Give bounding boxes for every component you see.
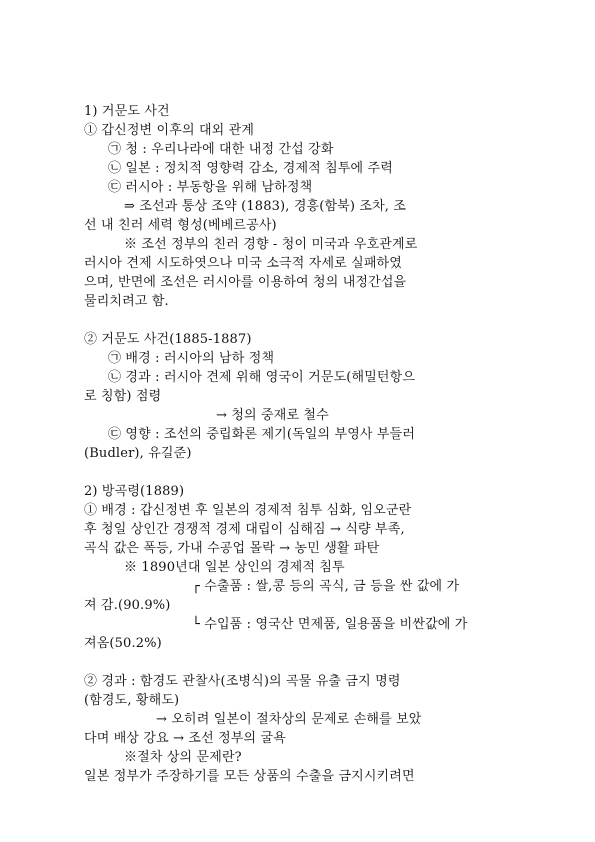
spacer: [84, 463, 514, 482]
paragraph-line: 일본 정부가 주장하기를 모든 상품의 수출을 금지시키려면: [84, 769, 415, 784]
arrow-line: → 오히려 일본이 절차상의 문제로 손해를 보았: [156, 712, 422, 727]
arrow-line: ⇒ 조선과 통상 조약 (1883), 경흥(함북) 조차, 조: [124, 199, 407, 214]
paragraph-line: (함경도, 황해도): [84, 693, 180, 708]
spacer: [84, 311, 514, 330]
list-item-russia: ㉢ 러시아 : 부동항을 위해 남하정책: [108, 180, 313, 195]
export-line: ┌ 수출품 : 쌀,콩 등의 곡식, 금 등을 싼 값에 가: [192, 579, 460, 594]
note-line: 물리치려고 함.: [84, 294, 169, 309]
paragraph-line: ① 배경 : 갑신정변 후 일본의 경제적 침투 심화, 임오군란: [84, 503, 412, 518]
spacer: [84, 653, 514, 672]
subheading-foreign-relations: ① 갑신정변 이후의 대외 관계: [84, 123, 255, 138]
import-line: └ 수입품 : 영국산 면제품, 일용품을 비싼값에 가: [192, 617, 468, 632]
list-item-progress-continued: 로 칭함) 점령: [84, 389, 162, 404]
arrow-line-continued: 선 내 친러 세력 형성(베베르공사): [84, 218, 277, 233]
arrow-line-continued: 다며 배상 강요 → 조선 정부의 굴욕: [84, 731, 286, 746]
section-title-banggokryeong: 2) 방곡령(1889): [84, 484, 185, 499]
import-line-continued: 져옴(50.2%): [84, 636, 162, 651]
section-title-geomundo: 1) 거문도 사건: [84, 104, 170, 119]
note-line: 으며, 반면에 조선은 러시아를 이용하여 청의 내정간섭을: [84, 275, 407, 290]
export-line-continued: 져 감.(90.9%): [84, 598, 171, 613]
list-item-background: ㉠ 배경 : 러시아의 남하 정책: [108, 351, 275, 366]
list-item-influence: ㉢ 영향 : 조선의 중립화론 제기(독일의 부영사 부들러: [108, 427, 416, 442]
paragraph-line: ② 경과 : 함경도 관찰사(조병식)의 곡물 유출 금지 명령: [84, 674, 401, 689]
subheading-geomundo-incident: ② 거문도 사건(1885-1887): [84, 332, 252, 347]
arrow-line: → 청의 중재로 철수: [216, 408, 329, 423]
paragraph-line: 곡식 값은 폭등, 가내 수공업 몰락 → 농민 생활 파탄: [84, 541, 380, 556]
list-item-japan: ㉡ 일본 : 정치적 영향력 감소, 경제적 침투에 주력: [108, 161, 393, 176]
note-line: ※절차 상의 문제란?: [124, 750, 242, 765]
paragraph-line: 후 청일 상인간 경쟁적 경제 대립이 심해짐 → 식량 부족,: [84, 522, 405, 537]
document-body: [84, 102, 514, 786]
note-line: ※ 1890년대 일본 상인의 경제적 침투: [124, 560, 345, 575]
note-line: 러시아 견제 시도하엿으나 미국 소극적 자세로 실패하였: [84, 256, 402, 271]
list-item-influence-continued: (Budler), 유길준): [84, 446, 192, 461]
list-item-qing: ㉠ 청 : 우리나라에 대한 내정 간섭 강화: [108, 142, 334, 157]
note-line: ※ 조선 정부의 친러 경향 - 청이 미국과 우호관계로: [124, 237, 418, 252]
list-item-progress: ㉡ 경과 : 러시아 견제 위해 영국이 거문도(해밀턴항으: [108, 370, 416, 385]
